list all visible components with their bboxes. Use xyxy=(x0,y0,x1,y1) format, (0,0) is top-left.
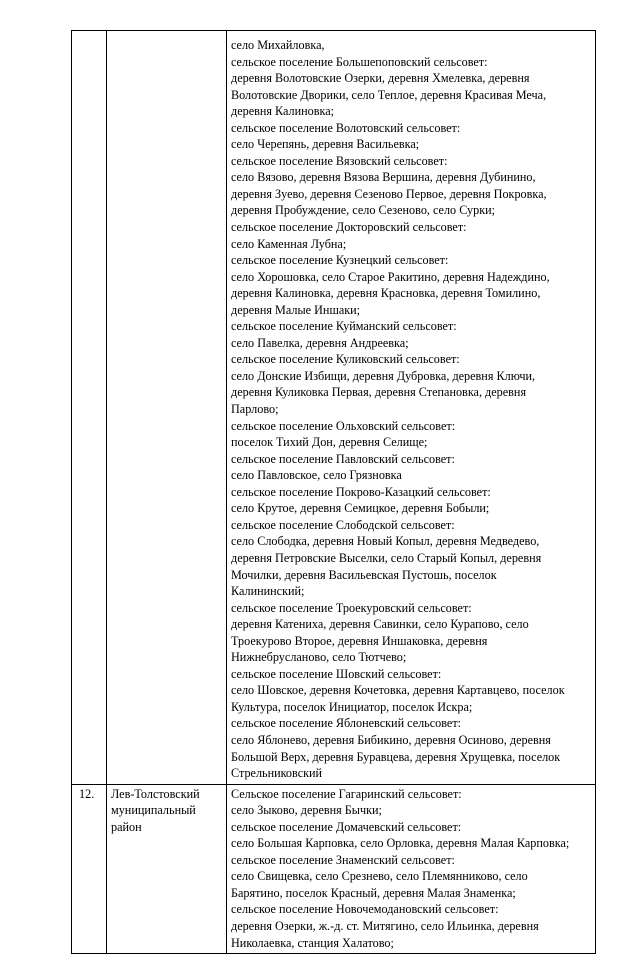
settlement-line: сельское поселение Куликовский сельсовет: xyxy=(231,352,460,367)
settlement-line: Калининский; xyxy=(231,584,305,599)
settlement-line: село Зыково, деревня Бычки; xyxy=(231,803,382,818)
district-line: Лев-Толстовский xyxy=(111,786,200,801)
district-name xyxy=(107,31,226,32)
settlement-line: село Хорошовка, село Старое Ракитино, деревня Надеждино, xyxy=(231,269,550,284)
settlement-line: село Павелка, деревня Андреевка; xyxy=(231,335,409,350)
settlement-line: Парлово; xyxy=(231,402,279,417)
settlements-cell xyxy=(227,784,596,953)
settlement-line: деревня Катениха, деревня Савинки, село Курапово, село xyxy=(231,617,529,632)
settlement-line: сельское поселение Кузнецкий сельсовет: xyxy=(231,253,449,268)
settlement-line: село Крутое, деревня Семицкое, деревня Бобыли; xyxy=(231,501,490,516)
settlement-line: сельское поселение Докторовский сельсовет: xyxy=(231,220,467,235)
settlement-line: Николаевка, станция Халатово; xyxy=(231,935,394,950)
settlement-line: село Шовское, деревня Кочетовка, деревня Картавцево, поселок xyxy=(231,683,565,698)
settlement-line: сельское поселение Большепоповский сельсовет: xyxy=(231,54,488,69)
settlement-line: сельское поселение Павловский сельсовет: xyxy=(231,451,455,466)
settlements-list xyxy=(227,31,595,784)
settlement-line: село Черепянь, деревня Васильевка; xyxy=(231,137,420,152)
settlement-line: сельское поселение Слободской сельсовет: xyxy=(231,517,455,532)
settlement-line: Большой Верх, деревня Буравцева, деревня Хрущевка, поселок xyxy=(231,749,561,764)
settlement-line: деревня Зуево, деревня Сезеново Первое, деревня Покровка, xyxy=(231,186,547,201)
settlement-line: сельское поселение Троекуровский сельсовет: xyxy=(231,600,472,615)
settlement-line: деревня Озерки, ж.-д. ст. Митягино, село Ильинка, деревня xyxy=(231,918,539,933)
settlement-line: поселок Тихий Дон, деревня Селище; xyxy=(231,435,428,450)
settlements-list xyxy=(227,785,595,953)
settlement-line: деревня Малые Иншаки; xyxy=(231,302,361,317)
table-row xyxy=(72,784,596,953)
table-row xyxy=(72,31,596,785)
district-cell xyxy=(107,31,227,785)
district-name xyxy=(107,785,226,836)
settlement-line: деревня Калиновка, деревня Красновка, деревня Томилино, xyxy=(231,286,541,301)
settlement-line: село Вязово, деревня Вязова Вершина, деревня Дубинино, xyxy=(231,170,536,185)
settlement-line: село Яблонево, деревня Бибикино, деревня Осиново, деревня xyxy=(231,732,551,747)
settlement-line: Волотовские Дворики, село Теплое, деревня Красивая Меча, xyxy=(231,87,547,102)
settlement-line: сельское поселение Домачевский сельсовет: xyxy=(231,819,462,834)
settlement-line: Троекурово Второе, деревня Иншаковка, деревня xyxy=(231,633,488,648)
row-number xyxy=(72,31,106,32)
row-number: 12. xyxy=(79,786,95,801)
settlement-line: село Большая Карповка, село Орловка, деревня Малая Карповка; xyxy=(231,836,570,851)
settlement-line: Барятино, поселок Красный, деревня Малая Знаменка; xyxy=(231,885,516,900)
settlement-line: сельское поселение Новочемодановский сельсовет: xyxy=(231,902,499,917)
district-line: муниципальный xyxy=(111,803,196,818)
settlement-line: сельское поселение Волотовский сельсовет: xyxy=(231,120,461,135)
settlement-line: село Слободка, деревня Новый Копыл, деревня Медведево, xyxy=(231,534,540,549)
settlement-line: Нижнебрусланово, село Тютчево; xyxy=(231,650,407,665)
row-number-cell xyxy=(72,784,107,953)
settlements-cell xyxy=(227,31,596,785)
row-number-cell xyxy=(72,31,107,785)
settlement-line: сельское поселение Вязовский сельсовет: xyxy=(231,153,448,168)
settlement-line: сельское поселение Ольховский сельсовет: xyxy=(231,418,456,433)
settlement-line: сельское поселение Покрово-Казацкий сельсовет: xyxy=(231,484,491,499)
settlement-line: село Свищевка, село Срезнево, село Племянниково, село xyxy=(231,869,528,884)
settlement-line: деревня Петровские Выселки, село Старый Копыл, деревня xyxy=(231,550,542,565)
settlement-line: сельское поселение Знаменский сельсовет: xyxy=(231,852,455,867)
settlement-line: деревня Пробуждение, село Сезеново, село Сурки; xyxy=(231,203,496,218)
settlement-line: Сельское поселение Гагаринский сельсовет: xyxy=(231,786,462,801)
settlement-line: Стрельниковский xyxy=(231,766,323,781)
settlement-line: сельское поселение Шовский сельсовет: xyxy=(231,666,442,681)
settlements-table xyxy=(71,30,596,954)
settlement-line: Мочилки, деревня Васильевская Пустошь, поселок xyxy=(231,567,497,582)
settlement-line: деревня Калиновка; xyxy=(231,104,335,119)
district-cell xyxy=(107,784,227,953)
settlement-line: село Павловское, село Грязновка xyxy=(231,468,402,483)
district-line: район xyxy=(111,819,142,834)
settlement-line: Культура, поселок Инициатор, поселок Искра; xyxy=(231,699,473,714)
settlement-line: сельское поселение Яблоневский сельсовет: xyxy=(231,716,462,731)
settlement-line: деревня Куликовка Первая, деревня Степановка, деревня xyxy=(231,385,527,400)
settlement-line: село Донские Избищи, деревня Дубровка, деревня Ключи, xyxy=(231,368,536,383)
settlement-line: село Каменная Лубна; xyxy=(231,236,347,251)
settlement-line: сельское поселение Куйманский сельсовет: xyxy=(231,319,457,334)
settlement-line: деревня Волотовские Озерки, деревня Хмелевка, деревня xyxy=(231,71,530,86)
settlement-line: село Михайловка, xyxy=(231,38,325,52)
